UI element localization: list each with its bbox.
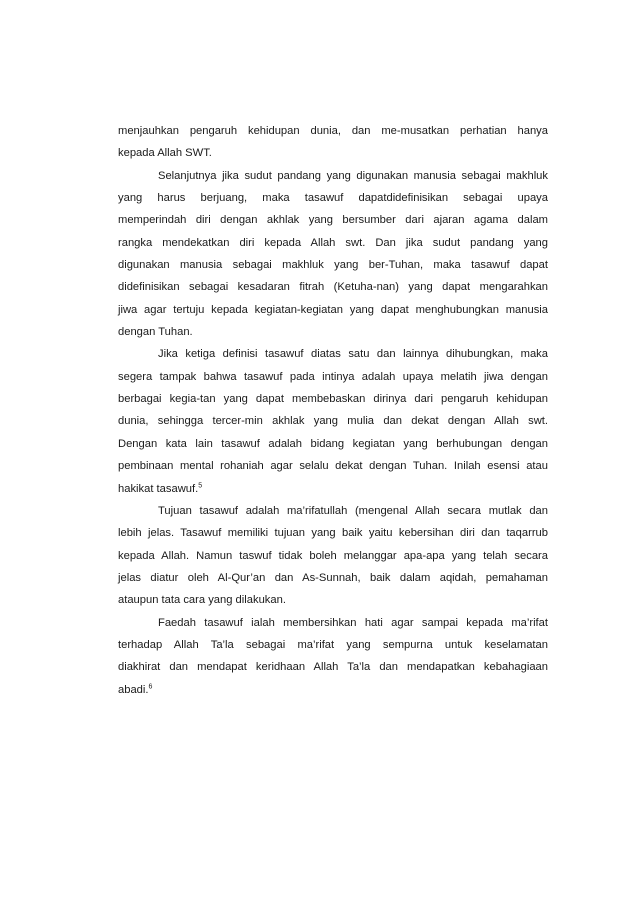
text-line: diakhirat dan mendapat keridhaan Allah Ta’la dan mendapatkan kebahagiaan [118,661,548,674]
text-line: digunakan manusia sebagai makhluk yang ber-Tuhan, maka tasawuf dapat [118,259,548,272]
text-line-content: hakikat tasawuf. [118,482,199,495]
text-line-content: abadi. [118,683,149,696]
text-line: Jika ketiga definisi tasawuf diatas satu dan lainnya dihubungkan, maka [158,348,548,361]
text-line: kepada Allah SWT. [118,147,212,160]
text-line: Faedah tasawuf ialah membersihkan hati agar sampai kepada ma’rifat [158,616,548,629]
text-line: kepada Allah. Namun taswuf tidak boleh melanggar apa-apa yang telah secara [118,549,548,562]
text-line: didefinisikan sebagai kesadaran fitrah (Ketuha-nan) yang dapat mengarahkan [118,281,548,294]
footnote-marker: 6 [148,682,153,690]
text-line: dunia, sehingga tercer-min akhlak yang mulia dan dekat dengan Allah swt. [118,415,548,428]
text-line: Tujuan tasawuf adalah ma’rifatullah (mengenal Allah secara mutlak dan [158,504,548,517]
text-line: dengan Tuhan. [118,326,193,339]
text-line: menjauhkan pengaruh kehidupan dunia, dan me-musatkan perhatian hanya [118,125,548,137]
text-line-with-footnote [118,478,548,500]
text-line: yang harus berjuang, maka tasawuf dapatdidefinisikan sebagai upaya [118,192,548,205]
text-line: ataupun tata cara yang dilakukan. [118,594,286,607]
body-text [118,120,548,701]
text-line: memperindah diri dengan akhlak yang bersumber dari ajaran agama dalam [118,214,548,227]
text-line: Selanjutnya jika sudut pandang yang digunakan manusia sebagai makhluk [158,169,548,182]
footnote-marker: 5 [198,481,203,489]
text-line: rangka mendekatkan diri kepada Allah swt. Dan jika sudut pandang yang [118,236,548,249]
text-line: jelas diatur oleh Al-Qur’an dan As-Sunnah, baik dalam aqidah, pemahaman [118,571,548,584]
text-line: lebih jelas. Tasawuf memiliki tujuan yang baik yaitu kebersihan diri dan taqarrub [118,527,548,540]
text-line: terhadap Allah Ta’la sebagai ma’rifat yang sempurna untuk keselamatan [118,638,548,651]
text-line: segera tampak bahwa tasawuf pada intinya adalah upaya melatih jiwa dengan [118,370,548,383]
text-line: jiwa agar tertuju kepada kegiatan-kegiatan yang dapat menghubungkan manusia [118,303,548,316]
text-line: berbagai kegia-tan yang dapat membebaskan dirinya dari pengaruh kehidupan [118,393,548,406]
text-line-with-footnote [118,679,548,701]
text-line: Dengan kata lain tasawuf adalah bidang kegiatan yang berhubungan dengan [118,437,548,450]
text-line: pembinaan mental rohaniah agar selalu dekat dengan Tuhan. Inilah esensi atau [118,460,548,473]
